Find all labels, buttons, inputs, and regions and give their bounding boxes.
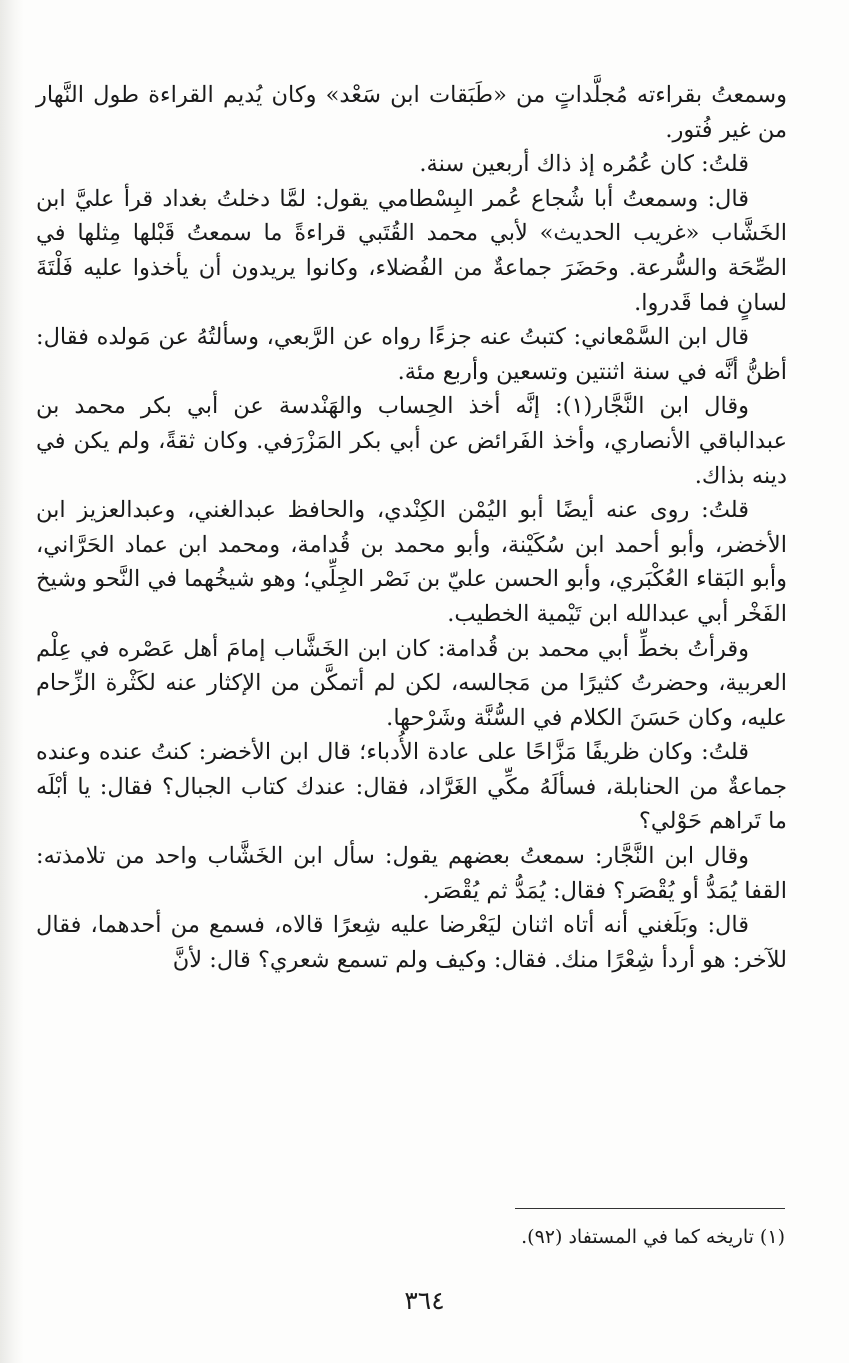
paragraph: قلتُ: كان عُمُره إذ ذاك أربعين سنة.: [419, 151, 749, 178]
paragraph: قلتُ: وكان ظريفًا مَزَّاحًا على عادة الأُدباء؛ قال ابن الأخضر: كنتُ عنده وعنده جماعةٌ من الحنابلة، فسألَهُ مكِّي الغَرَّاد، فقال: عندك كتاب الجبال؟ فقال: يا أبْلَه ما تَراهم حَوْلي؟: [36, 739, 787, 835]
paragraph: قال ابن السَّمْعاني: كتبتُ عنه جزءًا رواه عن الرَّبعي، وسألتُهُ عن مَولده فقال: أظنُّ أنَّه في سنة اثنتين وتسعين وأربع مئة.: [36, 324, 787, 385]
paragraph: وقال ابن النَّجَّار(١): إنَّه أخذ الحِساب والهَنْدسة عن أبي بكر محمد بن عبدالباقي الأنصاري، وأخذ الفَرائض عن أبي بكر المَزْرَفي. وكان ثقةً، ولم يكن في دينه بذاك.: [36, 393, 787, 489]
paragraph: قال: وبَلَغني أنه أتاه اثنان ليَعْرضا عليه شِعرًا قالاه، فسمع من أحدهما، فقال للآخر: هو أردأ شِعْرًا منك. فقال: وكيف ولم تسمع شعري؟ قال: لأنَّ: [36, 912, 787, 973]
paragraph: قال: وسمعتُ أبا شُجاع عُمر البِسْطامي يقول: لمَّا دخلتُ بغداد قرأ عليَّ ابن الخَشَّاب «غريب الحديث» لأبي محمد القُتَبي قراءةً ما سمعتُ قَبْلها مِثلها في الصِّحَة والسُّرعة. وحَضَرَ جماعةٌ من الفُضلاء، وكانوا يريدون أن يأخذوا عليه فَلْتَةَ لسانٍ فما قَدروا.: [36, 185, 787, 316]
main-text: [36, 78, 787, 977]
footnote: (١) تاريخه كما في المستفاد (٩٢).: [521, 1226, 785, 1248]
paragraph: وقرأتُ بخطِّ أبي محمد بن قُدامة: كان ابن الخَشَّاب إمامَ أهل عَصْره في عِلْم العربية، وحضرتُ كثيرًا من مَجالسه، لكن لم أتمكَّن من الإكثار عنه لكَثْرة الزِّحام عليه، وكان حَسَنَ الكلام في السُّنَّة وشَرْحها.: [36, 635, 787, 731]
page-number: ٣٦٤: [404, 1286, 445, 1315]
paragraph: وقال ابن النَّجَّار: سمعتُ بعضهم يقول: سأل ابن الخَشَّاب واحد من تلامذته: القفا يُمَدُّ أو يُقْصَر؟ فقال: يُمَدُّ ثم يُقْصَر.: [36, 843, 787, 904]
page-edge-shadow: [0, 0, 24, 1363]
paragraph: وسمعتُ بقراءته مُجلَّداتٍ من «طَبَقات ابن سَعْد» وكان يُديم القراءة طول النَّهار من غير فُتور.: [36, 82, 787, 143]
paragraph: قلتُ: روى عنه أيضًا أبو اليُمْن الكِنْدي، والحافظ عبدالغني، وعبدالعزيز ابن الأخضر، وأبو أحمد ابن سُكَيْنة، وأبو محمد بن قُدامة، ومحمد ابن عماد الحَرَّاني، وأبو البَقاء العُكْبَري، وأبو الحسن عليّ بن نَصْر الجِلِّي؛ وهو شيخُهما في النَّحو وشيخ الفَخْر أبي عبدالله ابن تَيْمية الخطيب.: [36, 497, 787, 627]
footnote-separator: [515, 1208, 785, 1209]
